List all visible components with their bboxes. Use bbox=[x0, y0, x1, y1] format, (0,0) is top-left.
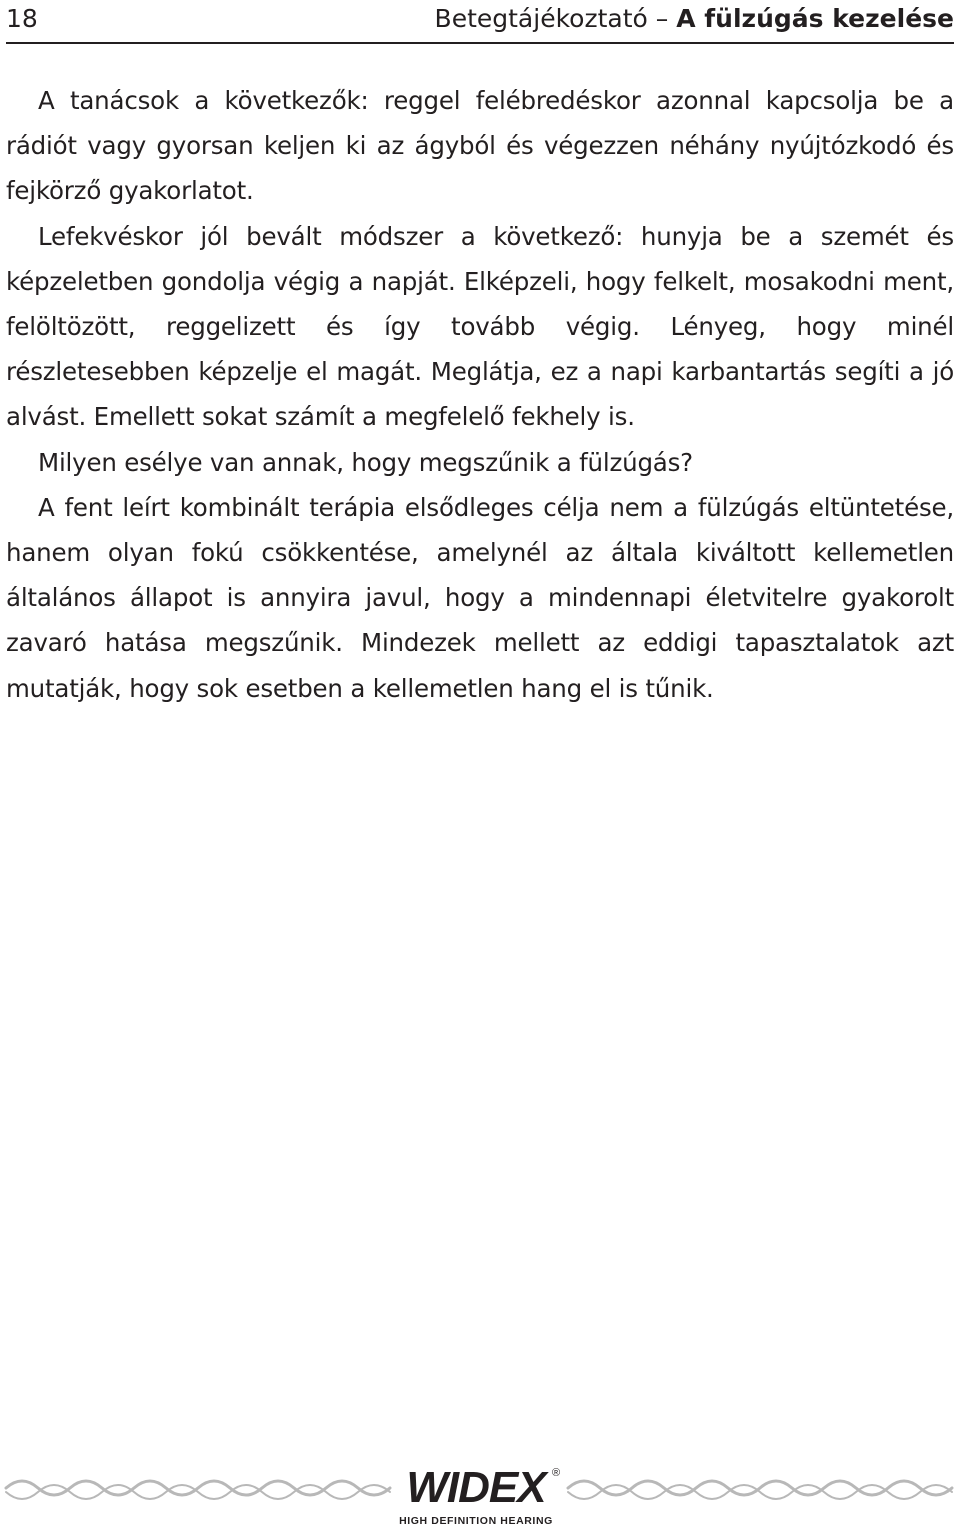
paragraph-therapy: A fent leírt kombinált terápia elsődleges célja nem a fülzúgás eltüntetése, hanem olyan fokú csökkentése, amelynél az általa kiváltott kellemetlen általános állapot is annyira javul, hogy a mindennapi életvitelre gyakorolt zavaró hatása megszűnik. Mindezek mellett az eddigi tapasztalatok azt mutatják, hogy sok esetben a kellemetlen hang el is tűnik. bbox=[6, 492, 954, 703]
widex-logo bbox=[399, 1463, 560, 1527]
body-text bbox=[6, 78, 954, 711]
running-title-category: Betegtájékoztató bbox=[434, 4, 648, 33]
paragraph-question: Milyen esélye van annak, hogy megszűnik a fülzúgás? bbox=[38, 447, 693, 477]
registered-mark: ® bbox=[552, 1467, 561, 1479]
running-title bbox=[435, 4, 954, 34]
paragraph-bedtime: Lefekvéskor jól bevált módszer a következő: hunyja be a szemét és képzeletben gondolja végig a napját. Elképzeli, hogy felkelt, mosakodni ment, felöltözött, reggelizett és így tovább végig. Lényeg, hogy minél részletesebben képzelje el magát. Meglátja, ez a napi karbantartás segíti a jó alvást. Emellett sokat számít a megfelelő fekhely is. bbox=[6, 221, 954, 432]
page-footer bbox=[0, 1450, 960, 1529]
wave-decoration-left bbox=[6, 1481, 390, 1499]
widex-logo-text: WIDEX bbox=[406, 1463, 546, 1512]
running-title-dash: – bbox=[655, 4, 669, 33]
running-title-main: A fülzúgás kezelése bbox=[676, 4, 954, 33]
widex-tagline: HIGH DEFINITION HEARING bbox=[399, 1515, 553, 1527]
page-header bbox=[6, 0, 954, 44]
page-number: 18 bbox=[6, 4, 38, 33]
wave-decoration-right bbox=[568, 1481, 952, 1499]
footer-graphic bbox=[0, 1450, 960, 1529]
paragraph-advice: A tanácsok a következők: reggel felébredéskor azonnal kapcsolja be a rádiót vagy gyorsan keljen ki az ágyból és végezzen néhány nyújtózkodó és fejkörző gyakorlatot. bbox=[6, 86, 954, 206]
